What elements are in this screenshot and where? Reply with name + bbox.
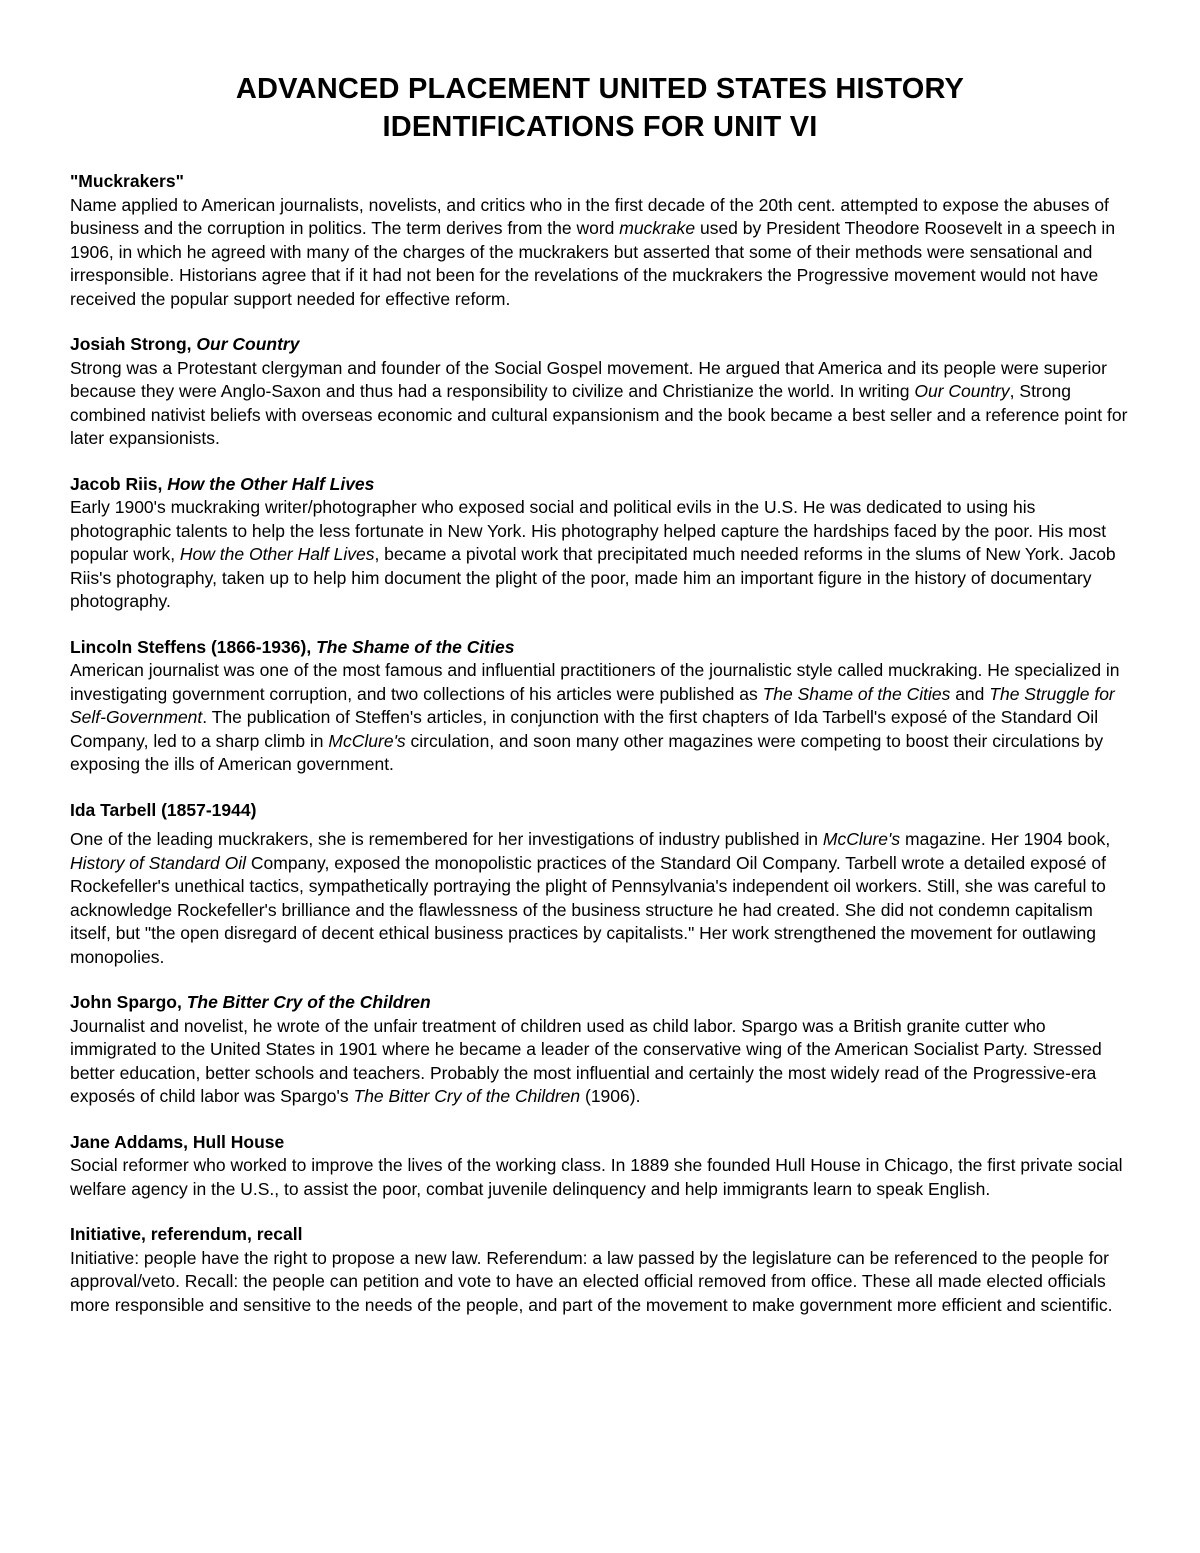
entry-heading (70, 473, 1135, 497)
description-text: Strong was a Protestant clergyman and founder of the Social Gospel movement. He argued that America and its people were superior because they were Anglo-Saxon and thus had a responsibility to civilize and Christianize the world. In writing (70, 357, 1107, 401)
entry-heading-work-title: The Shame of the Cities (316, 636, 515, 657)
entry-heading-text: Lincoln Steffens (1866-1936), (70, 636, 317, 657)
entry-heading-text: Jane Addams, Hull House (70, 1131, 285, 1152)
entry-heading-text: Initiative, referendum, recall (70, 1224, 303, 1244)
entry-description (70, 357, 1135, 451)
italic-title-text: Our Country (914, 381, 1010, 401)
description-text: , Strong combined nativist beliefs with overseas economic and cultural expansionism and the book became a best seller and a reference point for later expansionists. (70, 381, 1128, 448)
description-text: Initiative: people have the right to propose a new law. Referendum: a law passed by the legislature can be referenced to the people for approval/veto. Recall: the people can petition and vote to have an elected official removed from office. These all made elected officials more responsible and sensitive to the needs of the people, and part of the movement to make government more efficient and scientific. (70, 1247, 1113, 1315)
description-text: . The publication of Steffen's articles, in conjunction with the first chapters of Ida Tarbell's exposé of the Standard Oil Company, led to a sharp climb in (70, 707, 1099, 751)
entry-description (70, 828, 1135, 969)
entry-heading-text: "Muckrakers" (70, 171, 184, 191)
entries-list (70, 170, 1135, 1339)
entry-heading (70, 799, 1135, 823)
entry-heading-work-title: Our Country (196, 334, 300, 354)
description-text: Company, exposed the monopolistic practices of the Standard Oil Company. Tarbell wrote a detailed exposé of Rockefeller's unethical tactics, sympathetically portraying the plight of Pennsylvania's independent oil workers. Still, she was careful to acknowledge Rockefeller's brilliance and the flawlessness of the business structure he had created. She did not condemn capitalism itself, but "the open disregard of decent ethical business practices by capitalists." Her work strengthened the movement for outlawing monopolies. (70, 852, 1106, 967)
entry-item (70, 473, 1135, 614)
entry-heading (70, 1131, 1135, 1155)
entry-heading (70, 991, 1135, 1015)
entry-description (70, 1015, 1135, 1109)
entry-item (70, 1131, 1135, 1202)
entry-heading (70, 636, 1135, 660)
entry-heading-text: John Spargo, (70, 992, 187, 1012)
entry-item (70, 636, 1135, 777)
entry-description (70, 496, 1135, 614)
italic-title-text: muckrake (619, 218, 696, 238)
description-text: Early 1900's muckraking writer/photographer who exposed social and political evils in the U.S. He was dedicated to using his photographic talents to help the less fortunate in New York. His photography helped capture the hardships faced by the poor. His most popular work, (70, 497, 1107, 564)
description-text: circulation, and soon many other magazines were competing to boost their circulations by exposing the ills of American government. (70, 730, 1104, 774)
entry-heading (70, 1223, 1135, 1247)
italic-title-text: How the Other Half Lives (179, 544, 375, 564)
entry-heading-text: Jacob Riis, (70, 473, 168, 494)
entry-item (70, 991, 1135, 1109)
description-text: used by President Theodore Roosevelt in a speech in 1906, in which he agreed with many of the charges of the muckrakers but asserted that some of their methods were sensational and irresponsible. Historians agree that if it had not been for the revelations of the muckrakers the Progressive movement would not have received the popular support needed for effective reform. (70, 218, 1116, 309)
entry-description (70, 1154, 1135, 1201)
entry-heading-text: Ida Tarbell (1857-1944) (70, 799, 257, 820)
description-text: American journalist was one of the most famous and influential practitioners of the journalistic style called muckraking. He specialized in investigating government corruption, and two collections of his articles were published as (70, 660, 1120, 704)
document-title (0, 70, 1200, 146)
title-line-1: ADVANCED PLACEMENT UNITED STATES HISTORY (235, 73, 965, 105)
description-text: (1906). (580, 1086, 641, 1106)
italic-title-text: History of Standard Oil (70, 852, 247, 873)
title-line-2: IDENTIFICATIONS FOR UNIT VI (382, 111, 818, 143)
description-text: Journalist and novelist, he wrote of the unfair treatment of children used as child labor. Spargo was a British granite cutter who immigrated to the United States in 1901 where he became a leader of the conservative wing of the American Socialist Party. Stressed better education, better schools and teachers. Probably the most influential and certainly the most widely read of the Progressive-era exposés of child labor was Spargo's (70, 1015, 1102, 1106)
italic-title-text: McClure's (328, 730, 406, 751)
italic-title-text: The Shame of the Cities (762, 683, 951, 704)
description-text: One of the leading muckrakers, she is remembered for her investigations of industry published in (70, 829, 823, 849)
entry-description (70, 659, 1135, 777)
entry-item (70, 799, 1135, 970)
entry-heading-work-title: How the Other Half Lives (167, 473, 375, 494)
italic-title-text: The Bitter Cry of the Children (353, 1086, 581, 1106)
entry-item (70, 333, 1135, 451)
entry-description (70, 194, 1135, 312)
entry-item (70, 170, 1135, 311)
description-text: , became a pivotal work that precipitated much needed reforms in the slums of New York. Jacob Riis's photography, taken up to help him document the plight of the poor, made him an important figure in the history of documentary photography. (70, 544, 1116, 611)
entry-heading (70, 333, 1135, 357)
description-text: magazine. Her 1904 book, (900, 829, 1111, 849)
entry-item (70, 1223, 1135, 1317)
entry-heading-text: Josiah Strong, (70, 334, 197, 354)
description-text: Social reformer who worked to improve the lives of the working class. In 1889 she founded Hull House in Chicago, the first private social welfare agency in the U.S., to assist the poor, combat juvenile delinquency and help immigrants learn to speak English. (70, 1155, 1123, 1199)
italic-title-text: The Struggle for Self-Government (70, 683, 1115, 727)
entry-heading-work-title: The Bitter Cry of the Children (186, 992, 431, 1012)
entry-heading (70, 170, 1135, 194)
italic-title-text: McClure's (822, 829, 901, 849)
description-text: Name applied to American journalists, novelists, and critics who in the first decade of the 20th cent. attempted to expose the abuses of business and the corruption in politics. The term derives from the word (70, 194, 1109, 238)
entry-description (70, 1247, 1135, 1318)
description-text: and (950, 683, 990, 704)
